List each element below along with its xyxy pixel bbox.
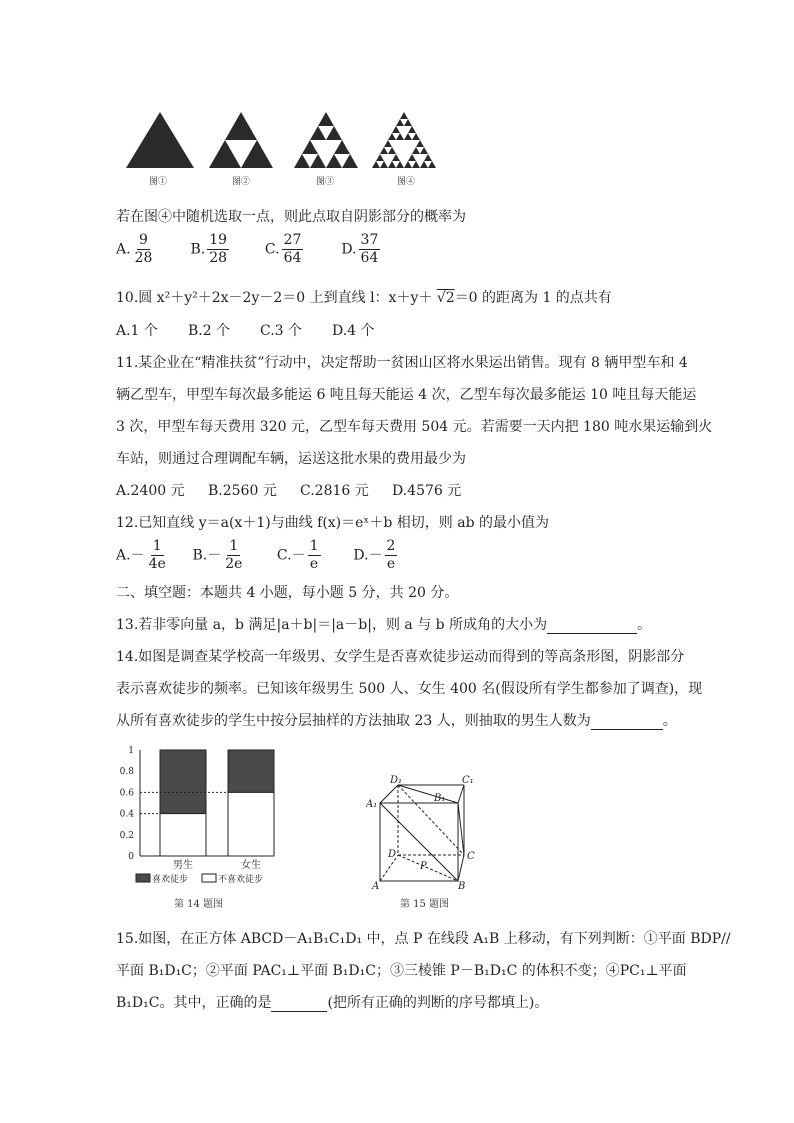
label-b1: B₁ (434, 793, 446, 804)
section-2-heading: 二、填空题：本题共 4 小题，每小题 5 分，共 20 分。 (116, 585, 459, 601)
legend-swatch-liked (136, 874, 150, 882)
shaded-triangle (388, 161, 396, 168)
figure-2-caption: 图② (232, 177, 251, 187)
q15-caption: 第 15 题图 (400, 899, 450, 910)
shaded-triangle (416, 140, 424, 147)
q11-options (116, 480, 461, 500)
edge-b1-c (458, 803, 464, 855)
shaded-triangle (428, 161, 436, 168)
label-p: P (420, 861, 427, 872)
shaded-triangle (420, 161, 428, 168)
shaded-triangle (420, 147, 428, 154)
q15-answer-blank[interactable] (271, 995, 327, 1012)
y-tick-label: 0 (128, 852, 134, 862)
figure-3-caption: 图③ (316, 177, 335, 187)
shaded-triangle (372, 161, 380, 168)
figure-2 (209, 112, 273, 168)
q12-option-a: A.－ $\frac{1}{4e}$ (116, 538, 166, 572)
figure-1-caption: 图① (149, 177, 168, 187)
shaded-triangle (310, 126, 326, 140)
figure-4-caption: 图④ (397, 177, 416, 187)
bar-not-liked-1 (228, 792, 274, 856)
q11-option-a: A.2400 元 (116, 483, 185, 499)
q14-line-1: 14.如图是调查某学校高一年级男、女学生是否喜欢徒步运动而得到的等高条形图，阴影部分 (116, 649, 685, 665)
q12-options (116, 538, 399, 573)
shaded-triangle (396, 119, 404, 126)
label-b: B (458, 881, 466, 890)
label-c1: C₁ (462, 775, 474, 786)
bar-not-liked-0 (160, 814, 206, 856)
figure-1 (126, 112, 194, 168)
y-tick-label: 0.2 (119, 830, 134, 841)
shaded-triangle (380, 161, 388, 168)
shaded-triangle (392, 126, 400, 133)
shaded-triangle (392, 154, 400, 161)
q14-line-2: 表示喜欢徒步的频率。已知该年级男生 500 人、女生 400 名(假设所有学生都参加了调查)，现 (116, 681, 703, 697)
q15-line-1: 15.如图，在正方体 ABCD－A₁B₁C₁D₁ 中，点 P 在线段 A₁B 上移动，有下列判断：①平面 BDP// (116, 931, 731, 947)
shaded-triangle (318, 112, 334, 126)
shaded-triangle (412, 133, 420, 140)
q9-option-c: C. $\frac{27}{64}$ (264, 232, 302, 266)
q9-options (116, 232, 382, 267)
segment-a1-b (380, 803, 458, 881)
q9-option-d: D. $\frac{37}{64}$ (341, 232, 379, 266)
sqrt-2: √2 (436, 290, 455, 306)
shaded-triangle (408, 126, 416, 133)
label-a1: A₁ (366, 799, 378, 810)
q11-line-1: 11.某企业在“精准扶贫”行动中，决定帮助一贫困山区将水果运出销售。现有 8 辆甲型车和 4 (116, 355, 688, 371)
q15-line-2: 平面 B₁D₁C；②平面 PAC₁⊥平面 B₁D₁C；③三棱锥 P－B₁D₁C 的体积不变；④PC₁⊥平面 (116, 963, 687, 979)
x-category-label: 女生 (241, 860, 261, 871)
q11-line-4: 车站，则通过合理调配车辆，运送这批水果的费用最少为 (116, 451, 466, 467)
shaded-triangle (310, 154, 326, 168)
q11-option-d: D.4576 元 (392, 483, 462, 499)
shaded-triangle (302, 140, 318, 154)
q15-cube-figure (366, 775, 486, 890)
y-tick-label: 0.4 (119, 809, 134, 820)
legend-label-liked: 喜欢徒步 (152, 875, 189, 885)
figure-3 (294, 112, 358, 168)
q11-option-c: C.2816 元 (300, 483, 369, 499)
q14-answer-blank[interactable] (591, 713, 663, 730)
shaded-triangle (412, 161, 420, 168)
x-category-label: 男生 (173, 860, 193, 871)
shaded-triangle (396, 161, 404, 168)
q15-line-3: B₁D₁C。其中，正确的是 (把所有正确的判断的序号都填上)。 (116, 995, 549, 1011)
y-tick-label: 0.8 (119, 767, 134, 778)
q9-text: 若在图④中随机选取一点，则此点取自阴影部分的概率为 (116, 209, 466, 225)
figure-4 (372, 112, 436, 168)
shaded-triangle (404, 133, 412, 140)
legend-swatch-not-liked (202, 874, 216, 882)
bar-liked-0 (160, 750, 206, 814)
edge-a1-d1 (380, 785, 398, 803)
shaded-triangle (396, 133, 404, 140)
shaded-triangle (404, 161, 412, 168)
q9-option-a: A. $\frac{9}{28}$ (116, 232, 153, 266)
q10-option-d: D.4 个 (332, 323, 375, 339)
q11-option-b: B.2560 元 (208, 483, 277, 499)
edge-d-b (398, 855, 458, 881)
shaded-triangle (388, 133, 396, 140)
q10-option-b: B.2 个 (188, 323, 231, 339)
q12-option-b: B.－ $\frac{1}{2e}$ (192, 538, 243, 572)
y-tick-label: 1 (128, 746, 134, 756)
q10-option-a: A.1 个 (116, 323, 158, 339)
shaded-triangle (326, 154, 342, 168)
q12-option-d: D.－ $\frac{2}{e}$ (353, 538, 396, 572)
edge-d1-c (398, 785, 464, 855)
label-d1: D₁ (390, 775, 403, 786)
label-c: C (467, 851, 475, 862)
edge-b1-c1 (458, 785, 464, 803)
q14-bar-chart (116, 742, 296, 912)
q14-line-3: 从所有喜欢徒步的学生中按分层抽样的方法抽取 23 人，则抽取的男生人数为 。 (116, 713, 677, 729)
q11-line-3: 3 次，甲型车每天费用 320 元，乙型车每天费用 504 元。若需要一天内把 180 吨水果运输到火 (116, 419, 713, 435)
q13-answer-blank[interactable] (547, 617, 637, 634)
shaded-triangle (384, 140, 392, 147)
shaded-triangle (400, 112, 408, 119)
q13-text: 13.若非零向量 a，b 满足|a＋b|＝|a－b|，则 a 与 b 所成角的大小为 。 (116, 617, 652, 633)
shaded-triangle (412, 147, 420, 154)
label-d: D (388, 849, 397, 860)
q11-line-2: 辆乙型车，甲型车每次最多能运 6 吨且每天能运 4 次，乙型车每次最多能运 10 吨且每天能运 (116, 387, 697, 403)
shaded-triangle (380, 147, 388, 154)
y-tick-label: 0.6 (119, 788, 134, 799)
bar-liked-1 (228, 750, 274, 792)
label-a: A (372, 881, 380, 890)
shaded-triangle (424, 154, 432, 161)
shaded-triangle (376, 154, 384, 161)
shaded-triangle (294, 154, 310, 168)
edge-c-b (458, 855, 464, 881)
q9-option-b: B. $\frac{19}{28}$ (190, 232, 228, 266)
shaded-triangle (326, 126, 342, 140)
q10-option-c: C.3 个 (260, 323, 303, 339)
q14-caption: 第 14 题图 (174, 899, 224, 910)
q10-options (116, 320, 375, 340)
shaded-triangle (334, 140, 350, 154)
q12-text: 12.已知直线 y＝a(x＋1)与曲线 f(x)＝eˣ＋b 相切，则 ab 的最小值为 (116, 515, 549, 531)
q10-text: 10.圆 x²＋y²＋2x－2y－2＝0 上到直线 l：x＋y＋ √2＝0 的距离为 1 的点共有 (116, 290, 612, 306)
legend-label-not-liked: 不喜欢徒步 (218, 875, 264, 885)
shaded-triangle (342, 154, 358, 168)
q12-option-c: C.－ $\frac{1}{e}$ (276, 538, 319, 572)
shaded-triangle (404, 119, 412, 126)
shaded-triangle (408, 154, 416, 161)
shaded-triangle (388, 147, 396, 154)
